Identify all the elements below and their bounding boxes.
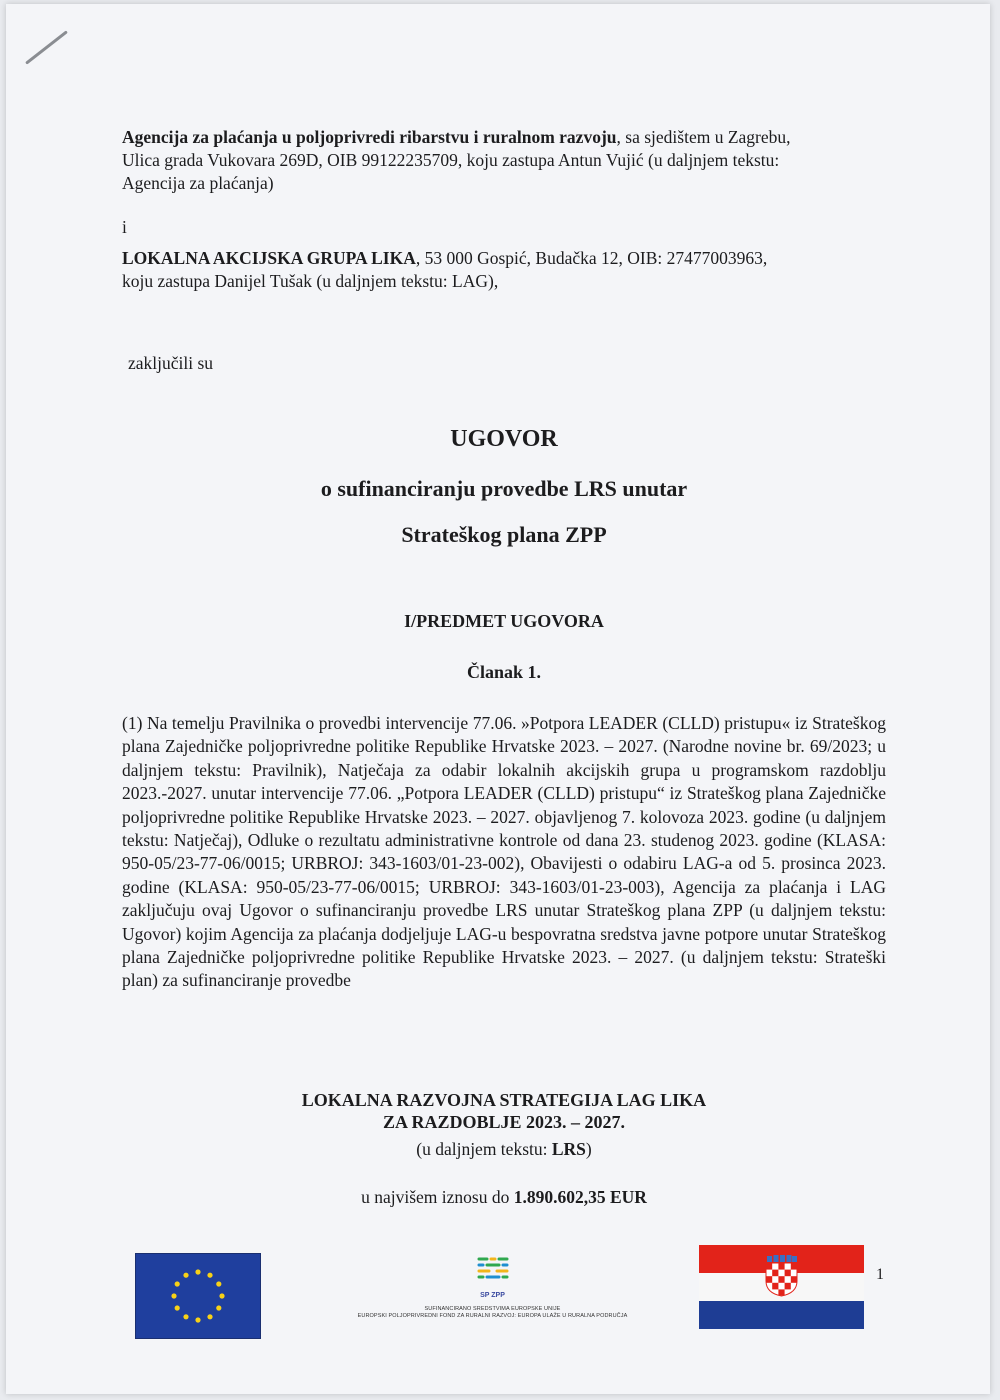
coat-of-arms-icon	[765, 1255, 798, 1297]
sp-fund-line: EUROPSKI POLJOPRIVREDNI FOND ZA RURALNI RAZVOJ: EUROPA ULAŽE U RURALNA PODRUČJA	[357, 1313, 628, 1319]
amount-line	[122, 1186, 886, 1209]
strategy-alias-bold: LRS	[551, 1139, 586, 1159]
strategy-block	[122, 1089, 886, 1133]
strategy-alias-prefix: (u daljnjem tekstu:	[416, 1139, 552, 1159]
concluded-text: zaključili su	[128, 353, 214, 373]
contract-subtitle-2: Strateškog plana ZPP	[401, 522, 607, 547]
sp-zpp-emblem-icon	[473, 1255, 513, 1291]
eu-stars-icon	[136, 1254, 260, 1338]
party1-paragraph	[122, 126, 886, 195]
party2-address-start: , 53 000 Gospić, Budačka 12, OIB: 27477003963,	[415, 248, 768, 268]
eu-flag-icon	[135, 1253, 261, 1339]
strategy-line-2: ZA RAZDOBLJE 2023. – 2027.	[382, 1112, 626, 1132]
party2-paragraph	[122, 247, 886, 293]
party2-representative: koju zastupa Danijel Tušak (u daljnjem tekstu: LAG),	[122, 271, 499, 291]
sp-zpp-logo	[320, 1255, 665, 1335]
croatian-flag-icon	[699, 1245, 864, 1329]
article-heading: Članak 1.	[466, 662, 542, 682]
party1-name: Agencija za plaćanja u poljoprivredi ribarstvu i ruralnom razvoju	[122, 127, 617, 147]
party1-address-start: , sa sjedištem u Zagrebu,	[616, 127, 791, 147]
staple-mark	[25, 30, 68, 64]
strategy-alias	[122, 1138, 886, 1161]
conjunction: i	[122, 217, 127, 237]
amount-value: 1.890.602,35 EUR	[513, 1187, 647, 1207]
contract-title: UGOVOR	[450, 426, 558, 452]
party1-address: Ulica grada Vukovara 269D, OIB 99122235709, koju zastupa Antun Vujić (u daljnjem tekstu:	[122, 150, 780, 170]
strategy-line-1: LOKALNA RAZVOJNA STRATEGIJA LAG LIKA	[301, 1090, 707, 1110]
flag-blue-stripe	[699, 1301, 864, 1329]
sp-cofinanced-line: SUFINANCIRANO SREDSTVIMA EUROPSKE UNIJE	[424, 1306, 561, 1312]
contract-subtitle-1: o sufinanciranju provedbe LRS unutar	[320, 476, 688, 501]
sp-zpp-name: SP ZPP	[480, 1292, 505, 1299]
strategy-alias-suffix: )	[585, 1139, 592, 1159]
amount-prefix: u najvišem iznosu do	[361, 1187, 514, 1207]
article1-paragraph: (1) Na temelju Pravilnika o provedbi intervencije 77.06. »Potpora LEADER (CLLD) pristupu« iz Strateškog plana Zajedničke poljoprivredne politike Republike Hrvatske 2023. – 2027. (Narodne novine br. 69/2023; u daljnjem tekstu: Pravilnik), Natječaja za odabir lokalnih akcijskih grupa u programskom razdoblju 2023.-2027. unutar intervencije 77.06. „Potpora LEADER (CLLD) pristupu“ iz Strateškog plana Zajedničke poljoprivredne politike Republike Hrvatske 2023. – 2027. objavljenog 7. kolovoza 2023. godine (u daljnjem tekstu: Natječaj), Odluke o rezultatu administrativne kontrole od dana 23. studenog 2023. godine (KLASA: 950-05/23-77-06/0015; URBROJ: 343-1603/01-23-002), Obavijesti o odabiru LAG-a od 5. prosinca 2023. godine (KLASA: 950-05/23-77-06/0015; URBROJ: 343-1603/01-23-003), Agencija za plaćanja i LAG zaključuju ovaj Ugovor o sufinanciranju provedbe LRS unutar Strateškog plana ZPP (u daljnjem tekstu: Ugovor) kojim Agencija za plaćanja dodjeljuje LAG-u bespovratna sredstva javne potpore unutar Strateškog plana Zajedničke poljoprivredne politike Republike Hrvatske 2023. – 2027. (u daljnjem tekstu: Strateški plan) za sufinanciranje provedbe	[122, 713, 886, 991]
page-footer	[0, 1245, 1000, 1355]
page-number: 1	[876, 1266, 884, 1283]
party1-alias: Agencija za plaćanja)	[122, 173, 274, 193]
party2-name: LOKALNA AKCIJSKA GRUPA LIKA	[122, 248, 416, 268]
section-heading: I/PREDMET UGOVORA	[404, 611, 604, 631]
